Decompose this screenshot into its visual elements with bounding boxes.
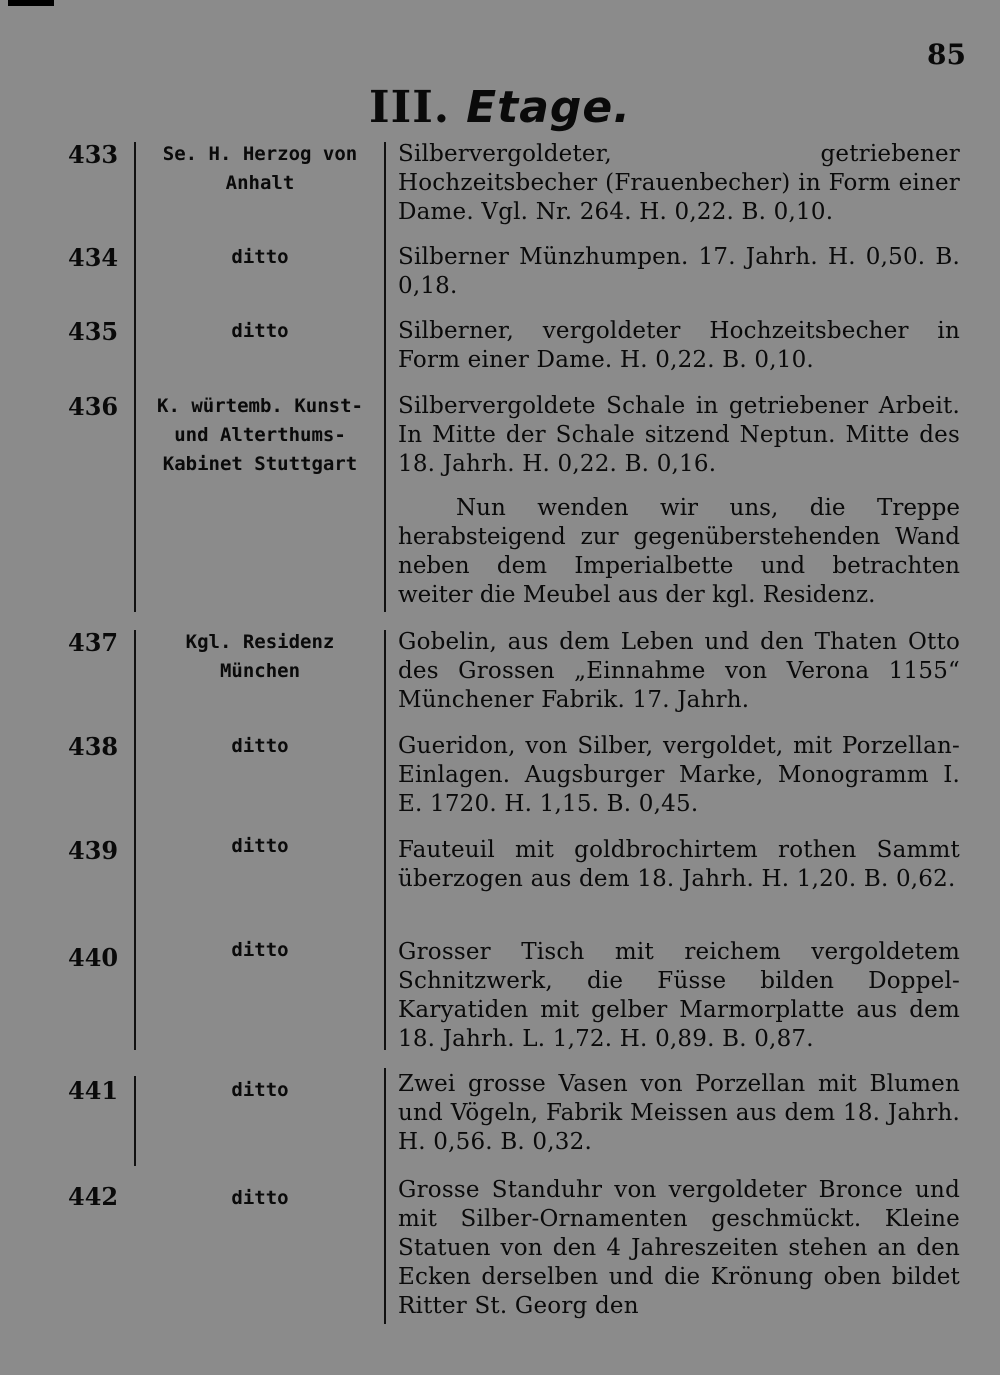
heading-title: Etage. (466, 82, 631, 133)
column-rule-left (134, 1076, 136, 1166)
entry-number: 434 (68, 243, 119, 272)
top-edge-mark (8, 0, 54, 6)
entry-number: 435 (68, 317, 119, 346)
entry-owner: ditto (231, 320, 289, 342)
entry-number: 441 (68, 1076, 119, 1105)
column-rule-right (384, 142, 386, 612)
entry-description: Silberner, vergoldeter Hochzeitsbecher in Form einer Dame. H. 0,22. B. 0,10. (398, 318, 960, 373)
entry-description: Silbervergoldeter, getriebener Hochzeitsbecher (Frauenbecher) in Form einer Dame. Vgl. Nr. 264. H. 0,22. B. 0,10. (398, 141, 960, 225)
entry-description: Gobelin, aus dem Leben und den Thaten Otto des Grossen „Einnahme von Verona 1155“ Münchener Fabrik. 17. Jahrh. (398, 629, 960, 713)
entry-number: 440 (68, 943, 119, 972)
page-heading (0, 82, 1000, 133)
entry-number: 442 (68, 1182, 119, 1211)
entry-number: 439 (68, 836, 119, 865)
entry-number: 433 (68, 140, 119, 169)
transition-paragraph: Nun wenden wir uns, die Treppe herabsteigend zur gegenüberstehenden Wand neben dem Imperialbette und betrachten weiter die Meubel aus der kgl. Residenz. (398, 495, 960, 608)
entry-owner: Kgl. Residenz München (185, 631, 335, 682)
entry-description: Zwei grosse Vasen von Porzellan mit Blumen und Vögeln, Fabrik Meissen aus dem 18. Jahrh. H. 0,56. B. 0,32. (398, 1071, 960, 1155)
entry-description: Silberner Münzhumpen. 17. Jahrh. H. 0,50. B. 0,18. (398, 244, 960, 299)
column-rule-right (384, 1068, 386, 1324)
heading-roman: III. (369, 82, 451, 133)
column-rule-right (384, 630, 386, 1050)
entry-description: Grosser Tisch mit reichem vergoldetem Schnitzwerk, die Füsse bilden Doppel-Karyatiden mit gelber Marmorplatte aus dem 18. Jahrh. L. 1,72. H. 0,89. B. 0,87. (398, 939, 960, 1052)
entry-owner: ditto (231, 1079, 289, 1101)
entry-owner: ditto (231, 735, 289, 757)
column-rule-left (134, 630, 136, 1050)
entry-number: 436 (68, 392, 119, 421)
page-number: 85 (927, 38, 966, 71)
entry-owner: ditto (231, 835, 289, 857)
entry-owner: Se. H. Herzog von Anhalt (162, 143, 358, 194)
entry-number: 438 (68, 732, 119, 761)
column-rule-left (134, 142, 136, 612)
entry-description: Grosse Standuhr von vergoldeter Bronce und mit Silber-Ornamenten geschmückt. Kleine Statuen von den 4 Jahreszeiten stehen an den Ecken derselben und die Krönung oben bildet Ritter St. Georg den (398, 1177, 960, 1319)
entry-owner: ditto (231, 1187, 289, 1209)
entry-description: Silbervergoldete Schale in getriebener Arbeit. In Mitte der Schale sitzend Neptun. Mitte des 18. Jahrh. H. 0,22. B. 0,16. (398, 393, 960, 477)
entry-owner: ditto (231, 246, 289, 268)
entry-owner: ditto (231, 939, 289, 961)
entry-number: 437 (68, 628, 119, 657)
entry-owner: K. würtemb. Kunst- und Alterthums-Kabinet Stuttgart (157, 395, 363, 475)
entry-description: Gueridon, von Silber, vergoldet, mit Porzellan-Einlagen. Augsburger Marke, Monogramm I. E. 1720. H. 1,15. B. 0,45. (398, 733, 960, 817)
entry-description: Fauteuil mit goldbrochirtem rothen Sammt überzogen aus dem 18. Jahrh. H. 1,20. B. 0,62. (398, 837, 960, 892)
